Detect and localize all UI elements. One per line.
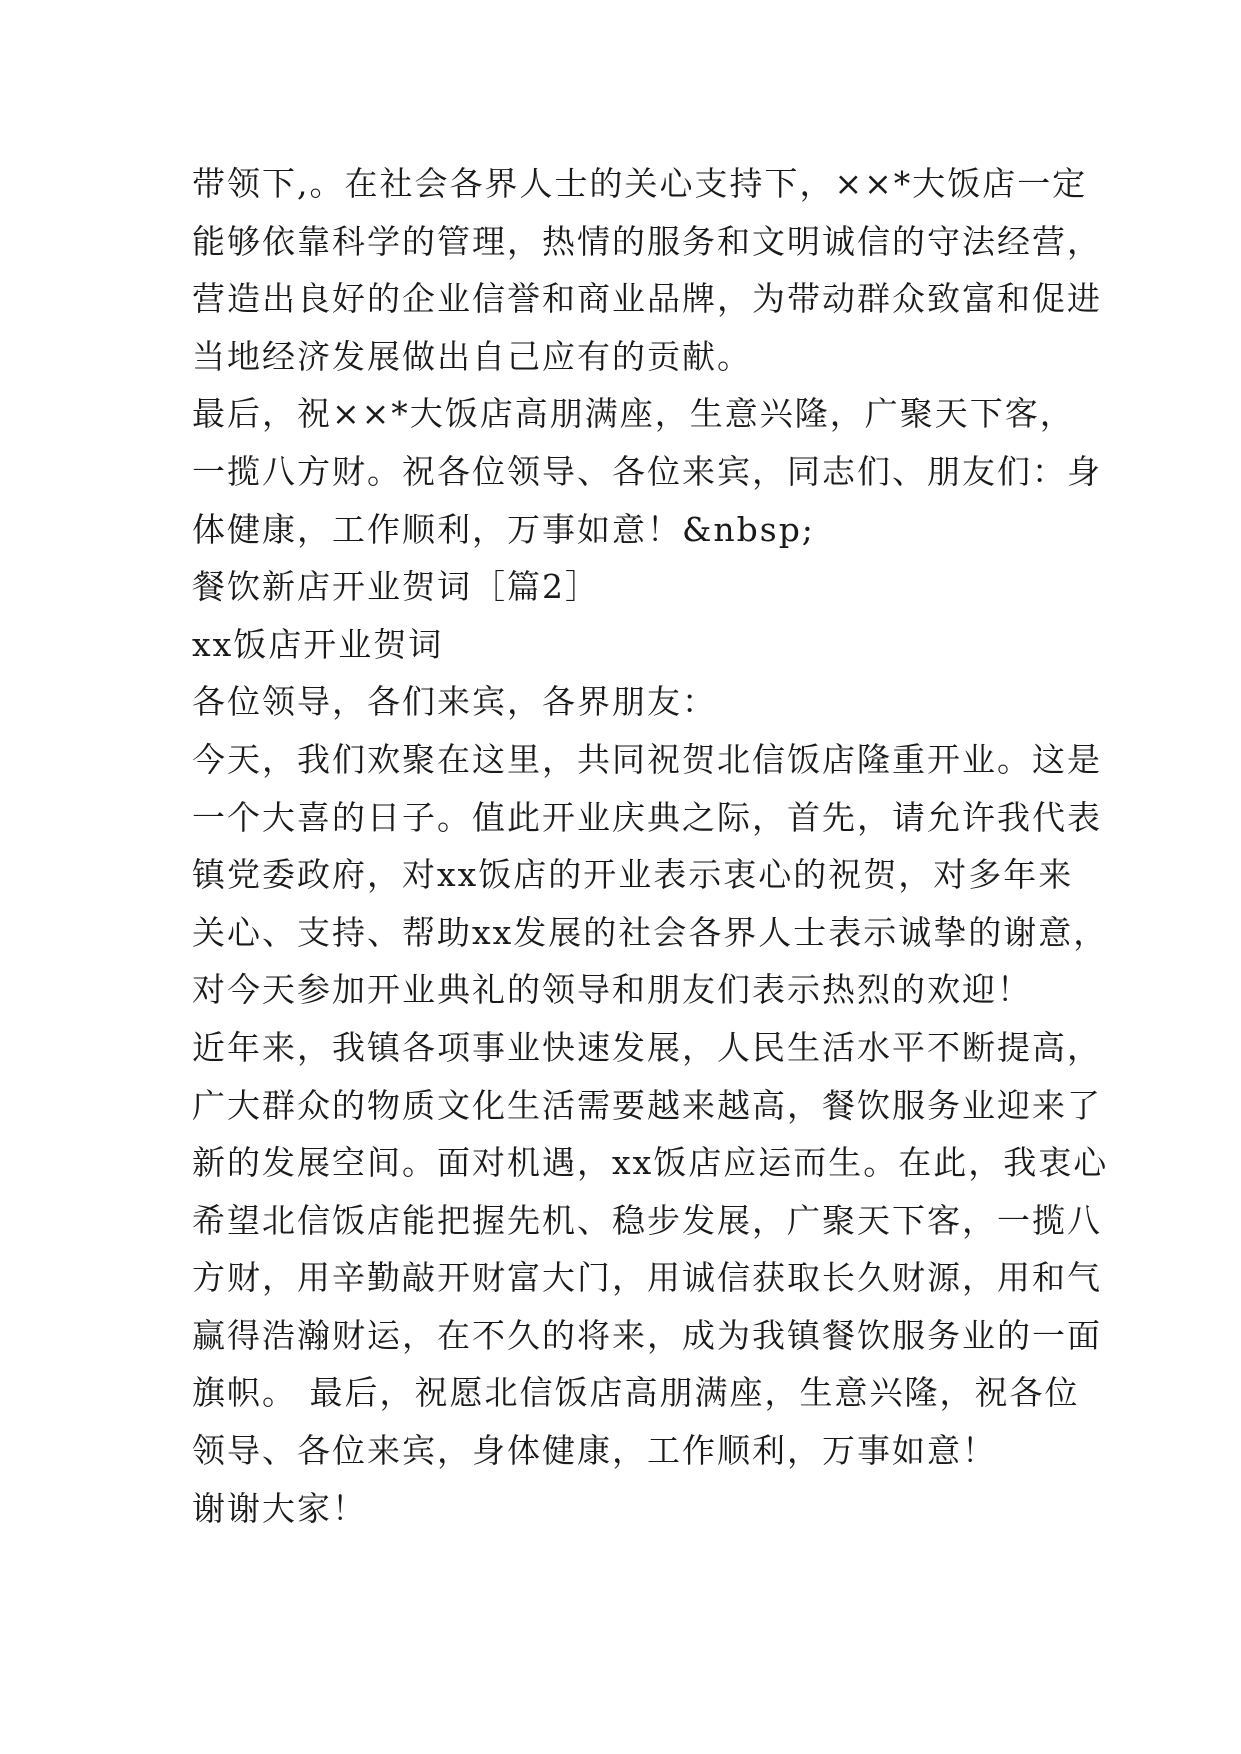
text-line: 最后，祝××*大饭店高朋满座，生意兴隆，广聚天下客，	[192, 394, 1075, 434]
text-line: 镇党委政府，对xx饭店的开业表示衷心的祝贺，对多年来	[192, 855, 1074, 895]
text-line: 希望北信饭店能把握先机、稳步发展，广聚天下客，一揽八	[192, 1200, 1102, 1240]
text-line: 今天，我们欢聚在这里，共同祝贺北信饭店隆重开业。这是	[192, 739, 1102, 779]
document-body	[192, 155, 1109, 1537]
text-line: 体健康，工作顺利，万事如意！&nbsp;	[192, 509, 815, 549]
text-line: 广大群众的物质文化生活需要越来越高，餐饮服务业迎来了	[192, 1085, 1102, 1125]
text-line: 对今天参加开业典礼的领导和朋友们表示热烈的欢迎！	[192, 970, 1032, 1010]
speech-title: xx饭店开业贺词	[192, 624, 444, 664]
text-line: 方财，用辛勤敲开财富大门，用诚信获取长久财源，用和气	[192, 1258, 1102, 1298]
text-line: 一揽八方财。祝各位领导、各位来宾，同志们、朋友们：身	[192, 451, 1102, 491]
text-line: 赢得浩瀚财运，在不久的将来，成为我镇餐饮服务业的一面	[192, 1315, 1102, 1355]
text-line: 新的发展空间。面对机遇，xx饭店应运而生。在此，我衷心	[192, 1143, 1109, 1183]
text-line: 带领下,。在社会各界人士的关心支持下，××*大饭店一定	[192, 164, 1088, 203]
text-line: 营造出良好的企业信誉和商业品牌，为带动群众致富和促进	[192, 279, 1102, 319]
text-line: 领导、各位来宾，身体健康，工作顺利，万事如意！	[192, 1431, 997, 1471]
text-line: 旗帜。 最后，祝愿北信饭店高朋满座，生意兴隆，祝各位	[192, 1373, 1080, 1413]
text-line: 近年来，我镇各项事业快速发展，人民生活水平不断提高，	[192, 1027, 1102, 1067]
text-line: 一个大喜的日子。值此开业庆典之际，首先，请允许我代表	[192, 797, 1102, 837]
salutation: 各位领导，各们来宾，各界朋友：	[192, 682, 717, 722]
text-line: 能够依靠科学的管理，热情的服务和文明诚信的守法经营，	[192, 221, 1102, 261]
section-heading: 餐饮新店开业贺词［篇2］	[192, 567, 600, 607]
text-line: 关心、支持、帮助xx发展的社会各界人士表示诚挚的谢意，	[192, 912, 1109, 952]
closing-line: 谢谢大家！	[192, 1488, 367, 1528]
text-line: 当地经济发展做出自己应有的贡献。	[192, 336, 752, 376]
